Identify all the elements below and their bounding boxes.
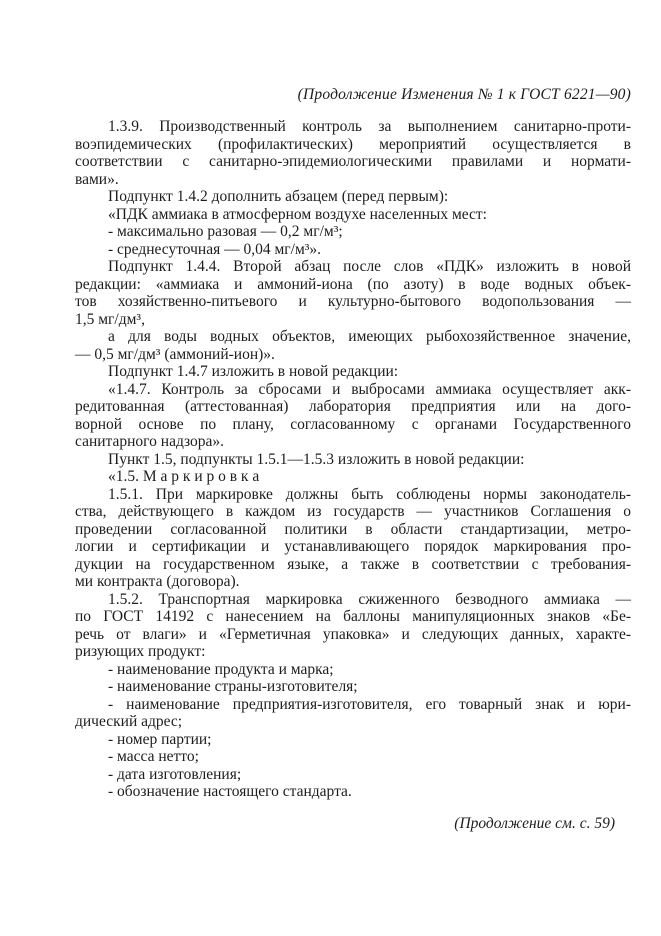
paragraph [75, 468, 631, 486]
text-line: дический адрес; [75, 713, 183, 730]
text-line: - наименование предприятия-изготовителя, его товарный знак и юри- [108, 695, 631, 713]
text-line: логии и сертификации и устанавливающего порядок маркирования про- [75, 538, 631, 555]
document-body [75, 118, 631, 801]
paragraph [75, 661, 631, 679]
paragraph [75, 241, 631, 259]
paragraph [75, 188, 631, 206]
text-line: проведении согласованной политики в области стандартизации, метро- [75, 520, 631, 538]
text-line: - среднесуточная — 0,04 мг/м³». [108, 240, 322, 258]
text-line: ворной основе по плану, согласованному с органами Государственного [75, 415, 631, 433]
text-line: - наименование продукта и марка; [108, 660, 334, 678]
paragraph [75, 486, 631, 591]
text-line: «1.4.7. Контроль за сбросами и выбросами аммиака осуществляет акк- [108, 380, 631, 398]
text-line: Подпункт 1.4.2 дополнить абзацем (перед первым): [108, 188, 449, 205]
text-line: по ГОСТ 14192 с нанесением на баллоны манипуляционных знаков «Бе- [75, 608, 631, 625]
paragraph [75, 258, 631, 328]
text-line: Подпункт 1.4.7 изложить в новой редакции: [108, 363, 399, 380]
paragraph [75, 328, 631, 363]
text-line: санитарного надзора». [75, 433, 225, 450]
text-line: - максимально разовая — 0,2 мг/м³; [108, 223, 343, 240]
text-line: - обозначение настоящего стандарта. [108, 783, 352, 800]
paragraph [75, 223, 631, 241]
text-line: редитованная (аттестованная) лаборатория предприятия или на дого- [75, 398, 631, 415]
text-line: ства, действующего в каждом из государств — участников Соглашения о [75, 503, 631, 520]
paragraph [75, 381, 631, 451]
text-line: - наименование страны-изготовителя; [108, 678, 358, 695]
text-line: речь от влаги» и «Герметичная упаковка» и следующих данных, характе- [75, 625, 631, 643]
paragraph [75, 748, 631, 766]
text-line: Пункт 1.5, подпункты 1.5.1—1.5.3 изложить в новой редакции: [108, 450, 525, 468]
paragraph [75, 363, 631, 381]
text-line: тов хозяйственно-питьевого и культурно-бытового водопользования — [75, 293, 631, 310]
text-line: - номер партии; [108, 730, 212, 748]
paragraph [75, 206, 631, 224]
text-line: 1.5.2. Транспортная маркировка сжиженного безводного аммиака — [108, 590, 631, 608]
text-line: воэпидемических (профилактических) мероприятий осуществляется в [75, 135, 631, 153]
paragraph [75, 451, 631, 469]
text-line: — 0,5 мг/дм³ (аммоний-ион)». [75, 345, 275, 363]
text-line: ризующих продукт: [75, 643, 206, 660]
text-line: редакции: «аммиака и аммоний-иона (по азоту) в воде водных объек- [75, 275, 631, 293]
continuation-footer: (Продолжение см. с. 59) [454, 814, 615, 832]
text-line: «1.5. М а р к и р о в к а [108, 468, 260, 485]
text-line: а для воды водных объектов, имеющих рыбохозяйственное значение, [108, 328, 631, 345]
paragraph [75, 731, 631, 749]
text-line: ми контракта (договора). [75, 573, 240, 590]
text-line: вами». [75, 170, 119, 188]
text-line: дукции на государственном языке, а также в соответствии с требования- [75, 555, 631, 573]
paragraph [75, 678, 631, 696]
text-line: соответствии с санитарно-эпидемиологическими правилами и нормати- [75, 153, 631, 170]
text-line: Подпункт 1.4.4. Второй абзац после слов «ПДК» изложить в новой [108, 258, 631, 275]
text-line: 1.5.1. При маркировке должны быть соблюдены нормы законодатель- [108, 485, 631, 503]
text-line: - дата изготовления; [108, 765, 242, 783]
continuation-header: (Продолжение Изменения № 1 к ГОСТ 6221—90) [297, 86, 631, 103]
paragraph [75, 696, 631, 731]
text-line: 1,5 мг/дм³, [75, 310, 145, 328]
paragraph [75, 783, 631, 801]
text-line: «ПДК аммиака в атмосферном воздухе населенных мест: [108, 205, 487, 223]
paragraph [75, 766, 631, 784]
paragraph [75, 118, 631, 188]
text-line: - масса нетто; [108, 748, 199, 765]
paragraph [75, 591, 631, 661]
text-line: 1.3.9. Производственный контроль за выполнением санитарно-проти- [108, 118, 631, 135]
